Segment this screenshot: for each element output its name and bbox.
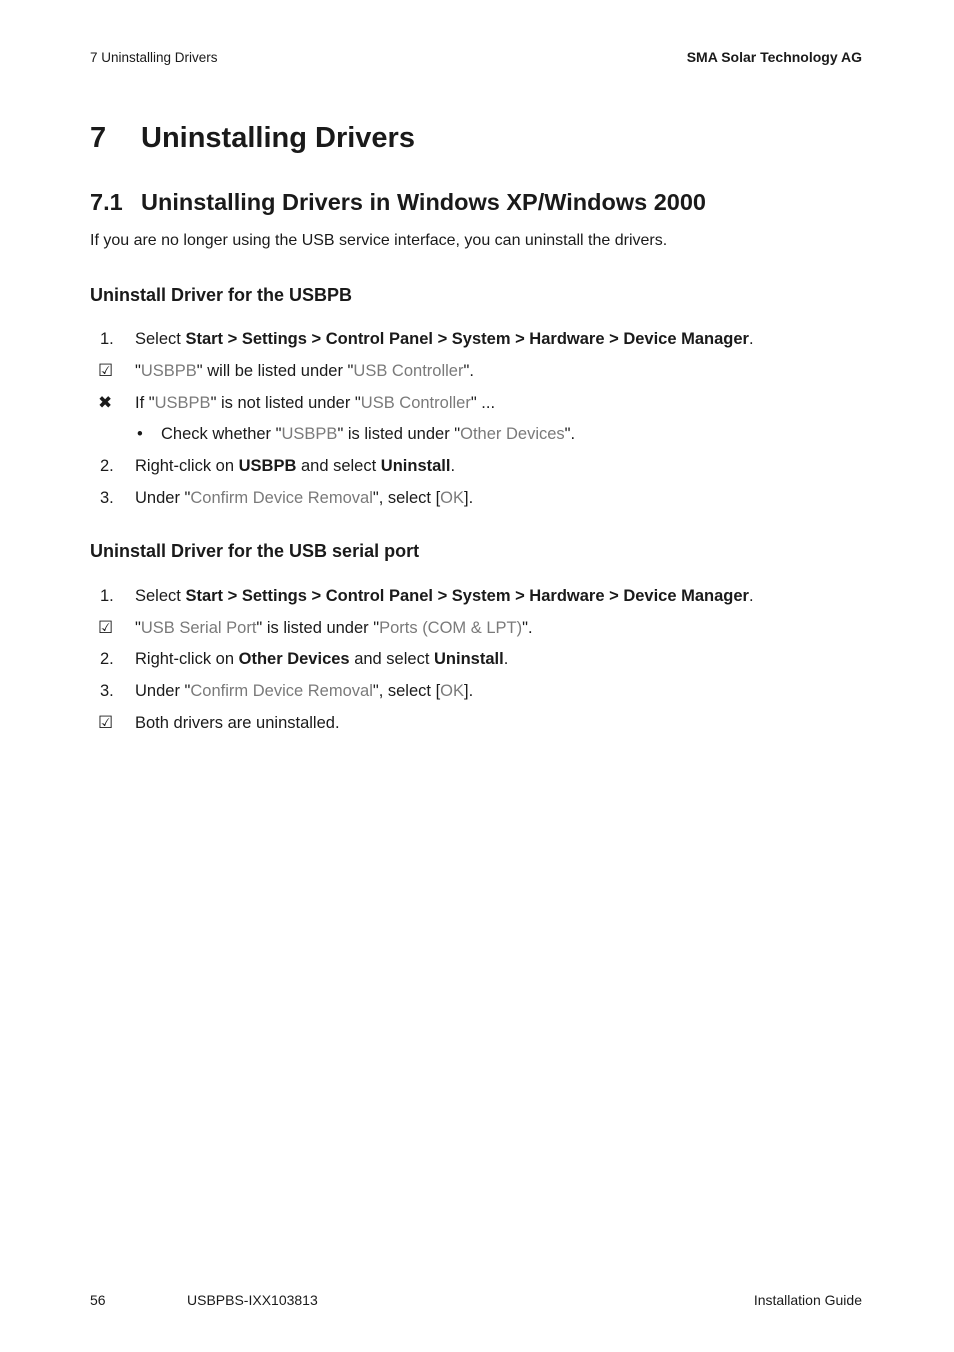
checkbox-check-icon: ☑ <box>98 618 114 637</box>
chapter-number: 7 <box>90 122 107 154</box>
cross-icon: ✖ <box>98 393 113 412</box>
checkbox-check-icon: ☑ <box>98 713 114 732</box>
result-text: "USB Serial Port" is listed under "Ports (COM & LPT)". <box>135 619 533 637</box>
serial-heading: Uninstall Driver for the USB serial port <box>90 541 420 561</box>
step-text: Right-click on Other Devices and select Uninstall. <box>135 650 509 668</box>
document-id: USBPBS-IXX103813 <box>187 1292 318 1308</box>
usbpb-fail-case <box>0 391 954 415</box>
step-number: 1. <box>100 330 114 348</box>
step-text: Select Start > Settings > Control Panel > System > Hardware > Device Manager. <box>135 587 754 605</box>
step-number: 2. <box>100 650 114 668</box>
serial-result-1 <box>0 616 954 640</box>
page-number: 56 <box>90 1292 106 1308</box>
fail-text: If "USBPB" is not listed under "USB Controller" ... <box>135 394 496 412</box>
serial-step-3 <box>0 679 954 703</box>
result-text: "USBPB" will be listed under "USB Controller". <box>135 362 474 380</box>
bullet-text: Check whether "USBPB" is listed under "Other Devices". <box>161 425 576 443</box>
menu-path: Start > Settings > Control Panel > System > Hardware > Device Manager <box>185 587 749 605</box>
step-text: Under "Confirm Device Removal", select [OK]. <box>135 489 474 507</box>
result-text: Both drivers are uninstalled. <box>135 714 340 732</box>
running-header-chapter: 7 Uninstalling Drivers <box>90 50 218 65</box>
usbpb-step-1 <box>0 327 954 351</box>
chapter-title: Uninstalling Drivers <box>141 122 415 154</box>
usbpb-step-2 <box>0 454 954 478</box>
usbpb-result-1 <box>0 359 954 383</box>
step-number: 3. <box>100 682 114 700</box>
section-number: 7.1 <box>90 189 123 215</box>
checkbox-check-icon: ☑ <box>98 361 114 380</box>
document-type: Installation Guide <box>753 1292 862 1308</box>
step-number: 1. <box>100 587 114 605</box>
section-title: Uninstalling Drivers in Windows XP/Windows 2000 <box>141 189 706 215</box>
step-text: Right-click on USBPB and select Uninstall. <box>135 457 456 475</box>
step-text: Select Start > Settings > Control Panel > System > Hardware > Device Manager. <box>135 330 754 348</box>
chapter-heading <box>90 122 415 155</box>
menu-path: Start > Settings > Control Panel > System > Hardware > Device Manager <box>185 330 749 348</box>
usbpb-bullet <box>0 422 954 446</box>
section-heading <box>90 189 706 216</box>
step-text: Under "Confirm Device Removal", select [OK]. <box>135 682 474 700</box>
step-number: 2. <box>100 457 114 475</box>
intro-paragraph: If you are no longer using the USB service interface, you can uninstall the drivers. <box>90 232 668 249</box>
step-number: 3. <box>100 489 114 507</box>
serial-step-1 <box>0 584 954 608</box>
usbpb-heading: Uninstall Driver for the USBPB <box>90 285 353 305</box>
usbpb-step-3 <box>0 486 954 510</box>
serial-step-2 <box>0 647 954 671</box>
serial-result-2 <box>0 711 954 735</box>
bullet-icon: • <box>137 425 143 443</box>
running-header-company: SMA Solar Technology AG <box>686 49 862 65</box>
